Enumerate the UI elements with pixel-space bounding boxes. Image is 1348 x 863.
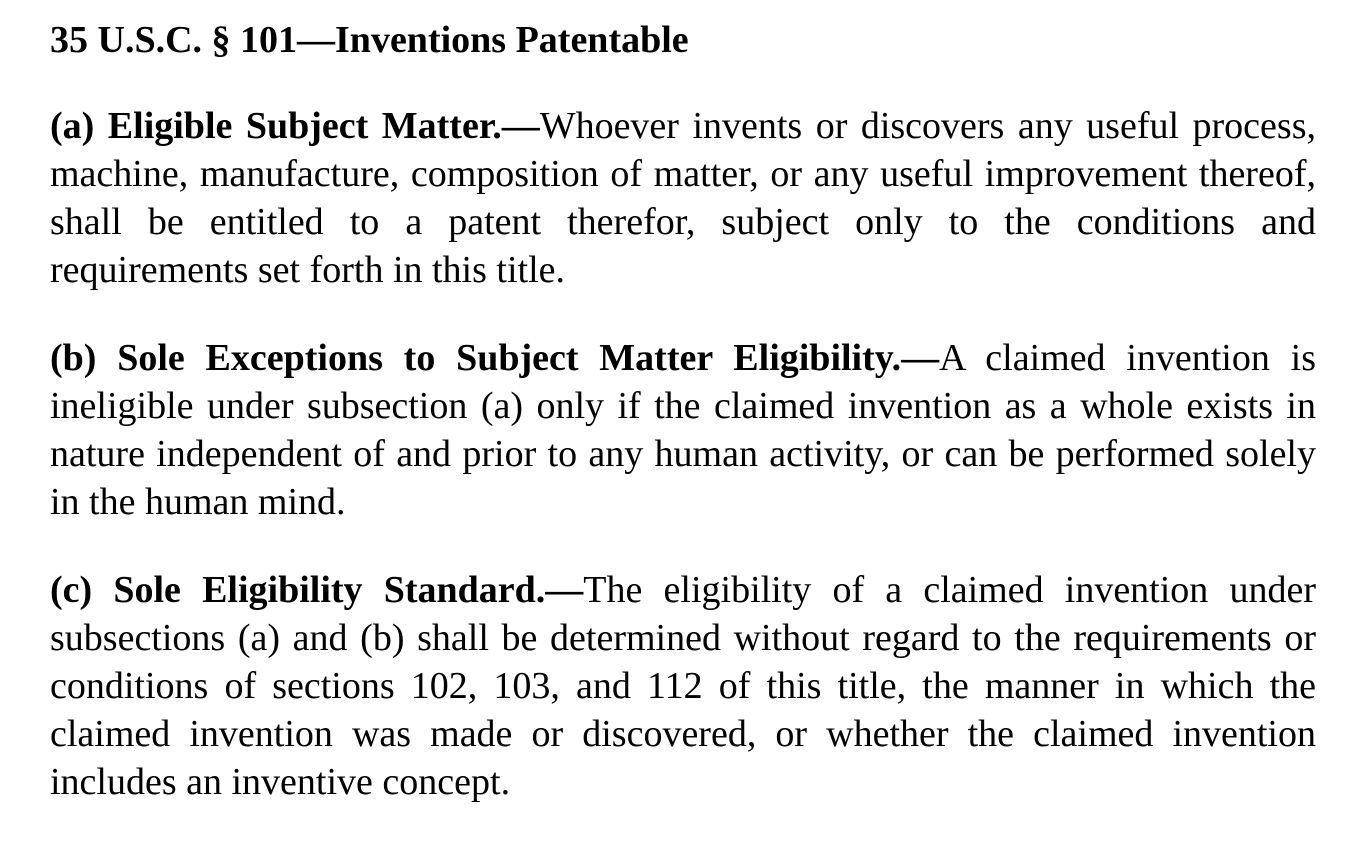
section-a-body: Whoever invents or discovers any useful process, machine, manufacture, composition of matter, or any useful improvement thereof, shall be entitled to a patent therefor, subject only to the conditions and requirements set forth in this title. (50, 105, 1316, 291)
section-c-heading: (c) Sole Eligibility Standard.— (50, 569, 584, 611)
section-c (50, 566, 1316, 806)
page-title: 35 U.S.C. § 101—Inventions Patentable (50, 19, 689, 61)
section-c-body: The eligibility of a claimed invention under subsections (a) and (b) shall be determined without regard to the requirements or conditions of sections 102, 103, and 112 of this title, the manner in which the claimed invention was made or discovered, or whether the claimed invention includes an inventive concept. (50, 569, 1316, 803)
section-b-body: A claimed invention is ineligible under subsection (a) only if the claimed invention as a whole exists in nature independent of and prior to any human activity, or can be performed solely in the human mind. (50, 337, 1316, 523)
section-a (50, 102, 1316, 294)
section-b-heading: (b) Sole Exceptions to Subject Matter Eligibility.— (50, 337, 940, 379)
section-b (50, 334, 1316, 526)
statute-document (50, 14, 1316, 846)
section-a-heading: (a) Eligible Subject Matter.— (50, 105, 540, 147)
